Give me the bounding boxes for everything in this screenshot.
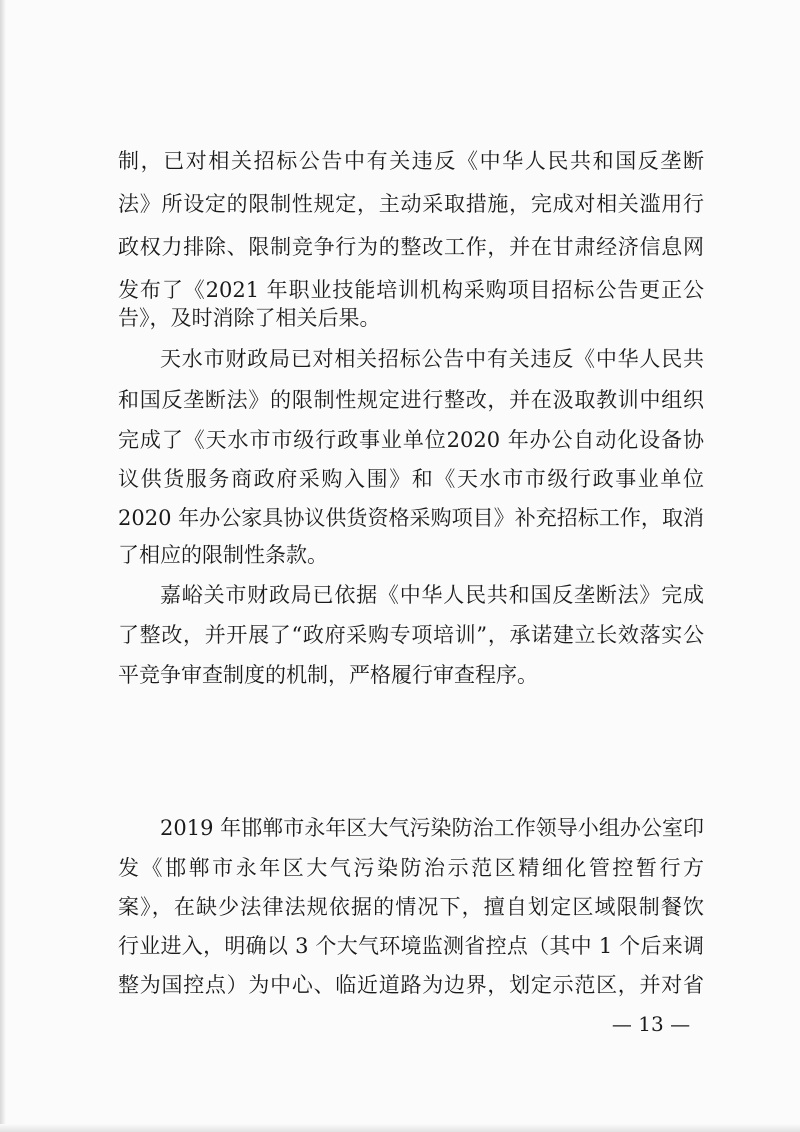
paragraph-1-line-4: 发布了《2021 年职业技能培训机构采购项目招标公告更正公 bbox=[118, 278, 704, 302]
page-number: — 13 — bbox=[611, 1012, 691, 1036]
paragraph-2-line-1: 天水市财政局已对相关招标公告中有关违反《中华人民共 bbox=[160, 347, 704, 371]
paragraph-3-line-1: 嘉峪关市财政局已依据《中华人民共和国反垄断法》完成 bbox=[160, 583, 704, 607]
paragraph-2-line-2: 和国反垄断法》的限制性规定进行整改，并在汲取教训中组织 bbox=[118, 388, 704, 412]
paragraph-2-line-3: 完成了《天水市市级行政事业单位2020 年办公自动化设备协 bbox=[118, 428, 704, 452]
paragraph-2-line-4: 议供货服务商政府采购入围》和《天水市市级行政事业单位 bbox=[118, 467, 704, 491]
paragraph-2-line-6: 了相应的限制性条款。 bbox=[118, 543, 328, 567]
paragraph-3-line-2: 了整改，并开展了“政府采购专项培训”，承诺建立长效落实公 bbox=[118, 623, 704, 647]
paragraph-2-line-5: 2020 年办公家具协议供货资格采购项目》补充招标工作，取消 bbox=[118, 506, 704, 530]
paragraph-4-line-1: 2019 年邯郸市永年区大气污染防治工作领导小组办公室印 bbox=[160, 816, 704, 840]
paragraph-1-line-2: 法》所设定的限制性规定，主动采取措施，完成对相关滥用行 bbox=[118, 192, 704, 216]
paragraph-4-line-2: 发《邯郸市永年区大气污染防治示范区精细化管控暂行方 bbox=[118, 856, 704, 880]
scan-shadow-left bbox=[0, 0, 6, 1132]
paragraph-1-line-5: 告》，及时消除了相关后果。 bbox=[118, 306, 381, 330]
paragraph-1-line-1: 制，已对相关招标公告中有关违反《中华人民共和国反垄断 bbox=[118, 149, 704, 173]
paragraph-4-line-5: 整为国控点）为中心、临近道路为边界，划定示范区，并对省 bbox=[118, 973, 704, 997]
paragraph-3-line-3: 平竞争审查制度的机制，严格履行审查程序。 bbox=[118, 663, 538, 687]
paragraph-4-line-3: 案》，在缺少法律法规依据的情况下，擅自划定区域限制餐饮 bbox=[118, 895, 704, 919]
paragraph-1-line-3: 政权力排除、限制竞争行为的整改工作，并在甘肃经济信息网 bbox=[118, 235, 704, 259]
scan-shadow-bottom bbox=[0, 1124, 800, 1132]
paragraph-4-line-4: 行业进入，明确以 3 个大气环境监测省控点（其中 1 个后来调 bbox=[118, 934, 704, 958]
